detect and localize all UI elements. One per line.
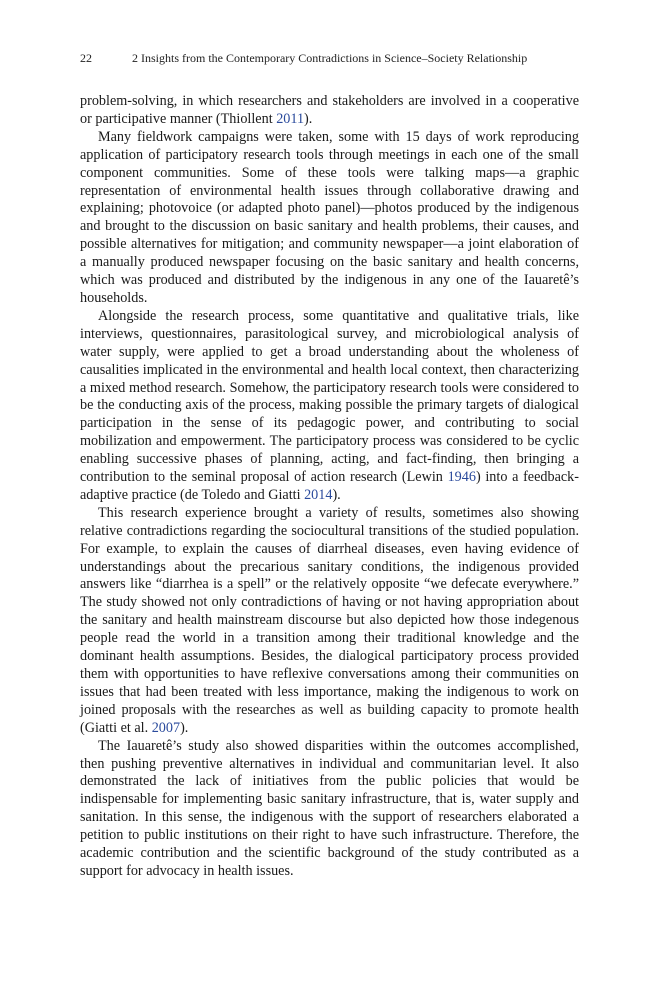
- page-number: 22: [80, 51, 92, 65]
- paragraph-3: [80, 308, 579, 505]
- text-run: problem-solving, in which researchers and stakeholders are involved in a cooperative or participative manner (Thiollent: [80, 93, 579, 127]
- text-run: Many fieldwork campaigns were taken, some with 15 days of work reproducing application of participatory research tools through meetings in each one of the small component communities. Some of these tools were talking maps—a graphic representation of environmental health issues through collaborative drawing and explaining; photovoice (or adapted photo panel)—photos produced by the indigenous and brought to the discussion on basic sanitary and health problems, their causes, and possible alternatives for mitigation; and community newspaper—a joint elaboration of a manually produced newspaper focusing on the basic sanitary and health concerns, which was produced and distributed by the indigenous in any one of the Iauaretê’s households.: [80, 128, 579, 306]
- text-run: ).: [304, 110, 313, 127]
- paragraph-4: [80, 505, 579, 738]
- text-run: ).: [180, 719, 189, 736]
- citation-link[interactable]: 2011: [276, 110, 305, 127]
- text-run: Alongside the research process, some quantitative and qualitative trials, like interviews, questionnaires, parasitological survey, and microbiological analysis of water supply, were applied to get a broad understanding about the wholeness of causalities implicated in the environmental and health local context, then characterizing a mixed method research. Somehow, the participatory research tools were considered to be the conducting axis of the process, making possible the primary targets of dialogical participation in the sense of its pedagogic power, and contributing to social mobilization and empowerment. The participatory process was considered to be cyclic enabling successive phases of planning, acting, and fact-finding, then bringing a contribution to the seminal proposal of action research (Lewin: [80, 307, 579, 486]
- body-text: [80, 93, 579, 881]
- running-title: 2 Insights from the Contemporary Contradictions in Science–Society Relationship: [132, 51, 528, 65]
- paragraph-1: [80, 93, 579, 129]
- citation-link[interactable]: 1946: [447, 469, 476, 486]
- text-run: The Iauaretê’s study also showed disparities within the outcomes accomplished, then pushing preventive alternatives in individual and communitarian level. It also demonstrated the lack of initiatives from the public policies that would be indispensable for implementing basic sanitary infrastructure, that is, water supply and sanitation. In this sense, the indigenous with the support of researchers elaborated a petition to public institutions on their right to have such infrastructure. Therefore, the academic contribution and the scientific background of the study contributed as a support for advocacy in health issues.: [80, 737, 579, 879]
- text-run: This research experience brought a variety of results, sometimes also showing relative contradictions regarding the sociocultural transitions of the studied population. For example, to explain the causes of diarrheal diseases, even having evidence of understandings about the precarious sanitary conditions, the indigenous provided answers like “diarrhea is a spell” or the relatively opposite “we defecate everywhere.” The study showed not only contradictions of having or not having appropriation about the sanitary and health mainstream discourse but also depicted how those indegenous people read the world in a transition among their traditional knowledge and the dominant health assumptions. Besides, the dialogical participatory process provided them with opportunities to have reflexive conversations among their communities on issues that had been treated with less importance, making the indigenous to work on joined proposals with the researches as well as building capacity to promote health (Giatti et al.: [80, 504, 579, 736]
- paragraph-2: [80, 129, 579, 308]
- paragraph-5: [80, 738, 579, 881]
- running-header: [80, 50, 579, 66]
- citation-link[interactable]: 2007: [151, 719, 181, 736]
- text-run: ).: [332, 486, 341, 503]
- text-run: ) into a feedback-adaptive practice (de Toledo and Giatti: [80, 469, 579, 503]
- citation-link[interactable]: 2014: [304, 486, 333, 503]
